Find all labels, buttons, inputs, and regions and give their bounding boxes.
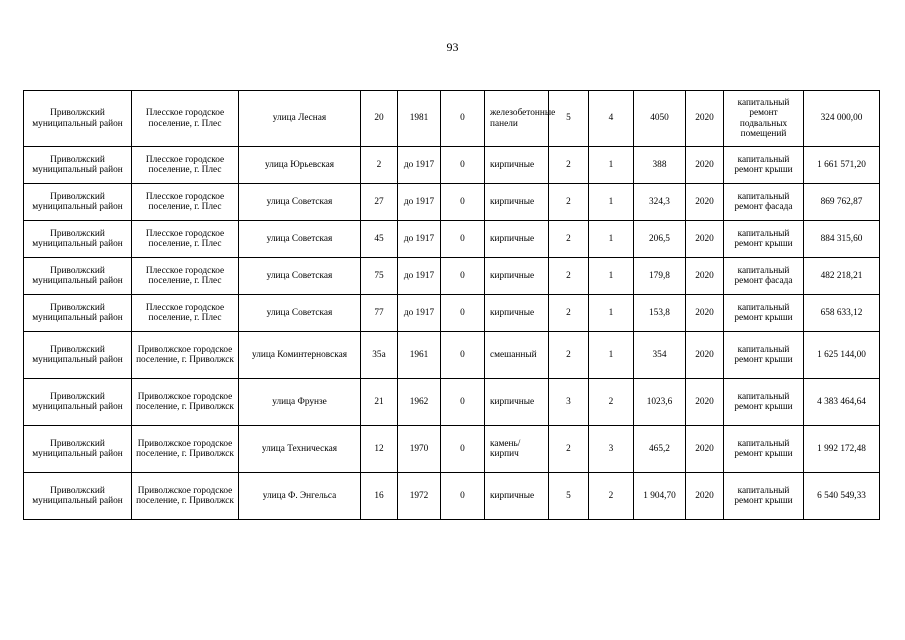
cell-build-year: 1981	[398, 91, 441, 147]
cell-entrances: 1	[589, 258, 634, 295]
cell-settlement: Плесское городское поселение, г. Плес	[132, 91, 239, 147]
cell-house-number: 12	[361, 426, 398, 473]
cell-wall-material: кирпичные	[485, 184, 549, 221]
table-body	[24, 91, 880, 520]
cell-entrances: 3	[589, 426, 634, 473]
cell-region: Приволжский муниципальный район	[24, 473, 132, 520]
cell-house-number: 20	[361, 91, 398, 147]
cell-house-number: 16	[361, 473, 398, 520]
cell-value: 0	[441, 91, 485, 147]
cell-street: улица Советская	[239, 295, 361, 332]
cell-build-year: до 1917	[398, 295, 441, 332]
cell-cost: 869 762,87	[804, 184, 880, 221]
cell-floors: 3	[549, 379, 589, 426]
cell-floors: 2	[549, 295, 589, 332]
cell-floors: 2	[549, 258, 589, 295]
table-row	[24, 258, 880, 295]
cell-period: 2020	[686, 221, 724, 258]
cell-entrances: 1	[589, 295, 634, 332]
cell-house-number: 45	[361, 221, 398, 258]
cell-period: 2020	[686, 258, 724, 295]
cell-wall-material: кирпичные	[485, 473, 549, 520]
table-row	[24, 91, 880, 147]
housing-repair-table	[23, 90, 880, 520]
cell-cost: 884 315,60	[804, 221, 880, 258]
cell-wall-material: кирпичные	[485, 295, 549, 332]
cell-settlement: Приволжское городское поселение, г. Приволжск	[132, 379, 239, 426]
cell-value: 0	[441, 426, 485, 473]
cell-period: 2020	[686, 426, 724, 473]
cell-value: 0	[441, 295, 485, 332]
cell-region: Приволжский муниципальный район	[24, 426, 132, 473]
cell-house-number: 2	[361, 147, 398, 184]
cell-build-year: 1972	[398, 473, 441, 520]
cell-street: улица Техническая	[239, 426, 361, 473]
table-row	[24, 426, 880, 473]
cell-value: 0	[441, 184, 485, 221]
cell-area: 324,3	[634, 184, 686, 221]
table-row	[24, 295, 880, 332]
cell-value: 0	[441, 332, 485, 379]
cell-work-type: капитальный ремонт крыши	[724, 473, 804, 520]
cell-value: 0	[441, 258, 485, 295]
cell-street: улица Советская	[239, 258, 361, 295]
cell-period: 2020	[686, 184, 724, 221]
cell-build-year: 1970	[398, 426, 441, 473]
cell-region: Приволжский муниципальный район	[24, 221, 132, 258]
cell-cost: 6 540 549,33	[804, 473, 880, 520]
cell-house-number: 27	[361, 184, 398, 221]
cell-street: улица Советская	[239, 184, 361, 221]
table-row	[24, 473, 880, 520]
cell-period: 2020	[686, 379, 724, 426]
cell-street: улица Юрьевская	[239, 147, 361, 184]
cell-period: 2020	[686, 473, 724, 520]
cell-street: улица Ф. Энгельса	[239, 473, 361, 520]
cell-floors: 2	[549, 221, 589, 258]
table-row	[24, 332, 880, 379]
table-row	[24, 221, 880, 258]
cell-entrances: 2	[589, 473, 634, 520]
cell-work-type: капитальный ремонт крыши	[724, 426, 804, 473]
cell-wall-material: кирпичные	[485, 258, 549, 295]
cell-value: 0	[441, 473, 485, 520]
cell-floors: 2	[549, 332, 589, 379]
cell-wall-material: смешанный	[485, 332, 549, 379]
cell-value: 0	[441, 221, 485, 258]
cell-cost: 482 218,21	[804, 258, 880, 295]
cell-build-year: до 1917	[398, 184, 441, 221]
table-row	[24, 379, 880, 426]
cell-settlement: Приволжское городское поселение, г. Приволжск	[132, 473, 239, 520]
cell-settlement: Плесское городское поселение, г. Плес	[132, 221, 239, 258]
cell-period: 2020	[686, 332, 724, 379]
cell-settlement: Плесское городское поселение, г. Плес	[132, 295, 239, 332]
cell-wall-material: камень/кирпич	[485, 426, 549, 473]
cell-cost: 1 625 144,00	[804, 332, 880, 379]
cell-area: 206,5	[634, 221, 686, 258]
cell-build-year: до 1917	[398, 221, 441, 258]
cell-area: 4050	[634, 91, 686, 147]
cell-cost: 658 633,12	[804, 295, 880, 332]
cell-work-type: капитальный ремонт подвальных помещений	[724, 91, 804, 147]
cell-work-type: капитальный ремонт крыши	[724, 147, 804, 184]
cell-work-type: капитальный ремонт фасада	[724, 258, 804, 295]
cell-settlement: Плесское городское поселение, г. Плес	[132, 258, 239, 295]
cell-area: 465,2	[634, 426, 686, 473]
cell-settlement: Приволжское городское поселение, г. Приволжск	[132, 426, 239, 473]
cell-work-type: капитальный ремонт крыши	[724, 221, 804, 258]
cell-wall-material: кирпичные	[485, 147, 549, 184]
table-row	[24, 184, 880, 221]
cell-cost: 1 992 172,48	[804, 426, 880, 473]
cell-region: Приволжский муниципальный район	[24, 258, 132, 295]
cell-floors: 2	[549, 184, 589, 221]
cell-entrances: 1	[589, 332, 634, 379]
cell-settlement: Приволжское городское поселение, г. Приволжск	[132, 332, 239, 379]
cell-entrances: 1	[589, 184, 634, 221]
cell-house-number: 75	[361, 258, 398, 295]
cell-value: 0	[441, 147, 485, 184]
cell-period: 2020	[686, 91, 724, 147]
table-row	[24, 147, 880, 184]
cell-work-type: капитальный ремонт крыши	[724, 379, 804, 426]
cell-region: Приволжский муниципальный район	[24, 91, 132, 147]
cell-work-type: капитальный ремонт крыши	[724, 332, 804, 379]
cell-area: 354	[634, 332, 686, 379]
cell-area: 179,8	[634, 258, 686, 295]
cell-house-number: 35а	[361, 332, 398, 379]
cell-area: 388	[634, 147, 686, 184]
cell-region: Приволжский муниципальный район	[24, 379, 132, 426]
cell-build-year: до 1917	[398, 147, 441, 184]
cell-build-year: 1962	[398, 379, 441, 426]
cell-region: Приволжский муниципальный район	[24, 332, 132, 379]
cell-wall-material: железобетонные панели	[485, 91, 549, 147]
cell-build-year: 1961	[398, 332, 441, 379]
cell-area: 1023,6	[634, 379, 686, 426]
cell-street: улица Коминтерновская	[239, 332, 361, 379]
cell-value: 0	[441, 379, 485, 426]
cell-entrances: 2	[589, 379, 634, 426]
cell-region: Приволжский муниципальный район	[24, 184, 132, 221]
cell-street: улица Советская	[239, 221, 361, 258]
cell-floors: 5	[549, 91, 589, 147]
cell-floors: 5	[549, 473, 589, 520]
cell-floors: 2	[549, 426, 589, 473]
cell-work-type: капитальный ремонт крыши	[724, 295, 804, 332]
cell-floors: 2	[549, 147, 589, 184]
cell-house-number: 21	[361, 379, 398, 426]
cell-entrances: 1	[589, 221, 634, 258]
cell-area: 153,8	[634, 295, 686, 332]
cell-wall-material: кирпичные	[485, 221, 549, 258]
cell-area: 1 904,70	[634, 473, 686, 520]
cell-settlement: Плесское городское поселение, г. Плес	[132, 184, 239, 221]
page-number: 93	[446, 40, 459, 54]
cell-region: Приволжский муниципальный район	[24, 147, 132, 184]
cell-cost: 1 661 571,20	[804, 147, 880, 184]
cell-entrances: 1	[589, 147, 634, 184]
cell-work-type: капитальный ремонт фасада	[724, 184, 804, 221]
cell-period: 2020	[686, 295, 724, 332]
cell-region: Приволжский муниципальный район	[24, 295, 132, 332]
cell-entrances: 4	[589, 91, 634, 147]
cell-settlement: Плесское городское поселение, г. Плес	[132, 147, 239, 184]
cell-house-number: 77	[361, 295, 398, 332]
cell-period: 2020	[686, 147, 724, 184]
cell-wall-material: кирпичные	[485, 379, 549, 426]
cell-cost: 324 000,00	[804, 91, 880, 147]
cell-cost: 4 383 464,64	[804, 379, 880, 426]
cell-street: улица Фрунзе	[239, 379, 361, 426]
cell-build-year: до 1917	[398, 258, 441, 295]
cell-street: улица Лесная	[239, 91, 361, 147]
